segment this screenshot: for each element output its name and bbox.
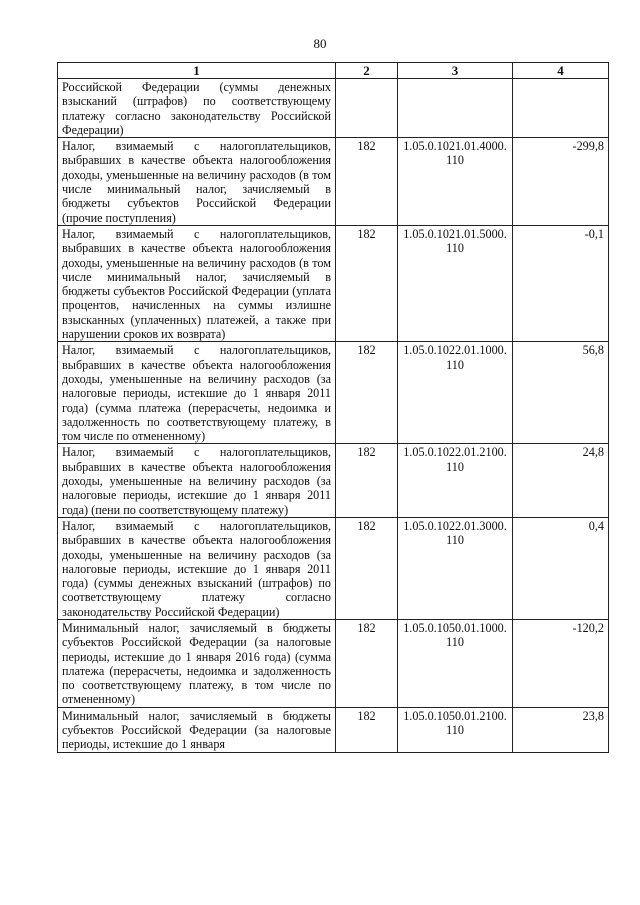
admin-code xyxy=(336,79,398,138)
admin-code: 182 xyxy=(336,444,398,517)
budget-revenue-table xyxy=(57,62,609,753)
table-row xyxy=(58,225,609,341)
budget-classification-code: 1.05.0.1021.01.4000. 110 xyxy=(398,138,513,226)
budget-classification-code: 1.05.0.1022.01.3000. 110 xyxy=(398,517,513,619)
revenue-name: Налог, взимаемый с налогоплательщиков, выбравших в качестве объекта налогообложения доходы, уменьшенные на величину расходов (в том числе минимальный налог, зачисляемый в бюджеты субъектов Российской Федерации (уплата процентов, начисленных на суммы излишне взысканных (уплаченных) платежей, а также при нарушении сроков их возврата) xyxy=(58,225,336,341)
revenue-name: Налог, взимаемый с налогоплательщиков, выбравших в качестве объекта налогообложения доходы, уменьшенные на величину расходов (в том числе минимальный налог, зачисляемый в бюджеты субъектов Российской Федерации (прочие поступления) xyxy=(58,138,336,226)
admin-code: 182 xyxy=(336,619,398,707)
amount: 0,4 xyxy=(513,517,609,619)
revenue-name: Минимальный налог, зачисляемый в бюджеты субъектов Российской Федерации (за налоговые периоды, истекшие до 1 января 2016 года) (сумма платежа (перерасчеты, недоимка и задолженность по соответствующему платежу, в том числе по отмененному) xyxy=(58,619,336,707)
table-row xyxy=(58,342,609,444)
revenue-name: Налог, взимаемый с налогоплательщиков, выбравших в качестве объекта налогообложения доходы, уменьшенные на величину расходов (за налоговые периоды, истекшие до 1 января 2011 года) (пени по соответствующему платежу) xyxy=(58,444,336,517)
amount: -120,2 xyxy=(513,619,609,707)
revenue-name: Минимальный налог, зачисляемый в бюджеты субъектов Российской Федерации (за налоговые периоды, истекшие до 1 января xyxy=(58,707,336,752)
table-row xyxy=(58,517,609,619)
admin-code: 182 xyxy=(336,342,398,444)
budget-classification-code: 1.05.0.1021.01.5000. 110 xyxy=(398,225,513,341)
revenue-name: Российской Федерации (суммы денежных взысканий (штрафов) по соответствующему платежу согласно законодательству Российской Федерации) xyxy=(58,79,336,138)
header-col-4: 4 xyxy=(513,63,609,79)
header-col-1: 1 xyxy=(58,63,336,79)
table-row xyxy=(58,138,609,226)
table-row xyxy=(58,619,609,707)
header-col-3: 3 xyxy=(398,63,513,79)
table-row xyxy=(58,79,609,138)
table-row xyxy=(58,707,609,752)
admin-code: 182 xyxy=(336,517,398,619)
table-header-row xyxy=(58,63,609,79)
budget-classification-code: 1.05.0.1022.01.1000. 110 xyxy=(398,342,513,444)
admin-code: 182 xyxy=(336,707,398,752)
amount: 23,8 xyxy=(513,707,609,752)
admin-code: 182 xyxy=(336,225,398,341)
header-col-2: 2 xyxy=(336,63,398,79)
amount: 56,8 xyxy=(513,342,609,444)
revenue-name: Налог, взимаемый с налогоплательщиков, выбравших в качестве объекта налогообложения доходы, уменьшенные на величину расходов (за налоговые периоды, истекшие до 1 января 2011 года) (сумма платежа (перерасчеты, недоимка и задолженность по соответствующему платежу, в том числе по отмененному) xyxy=(58,342,336,444)
table-row xyxy=(58,444,609,517)
revenue-name: Налог, взимаемый с налогоплательщиков, выбравших в качестве объекта налогообложения доходы, уменьшенные на величину расходов (за налоговые периоды, истекшие до 1 января 2011 года) (суммы денежных взысканий (штрафов) по соответствующему платежу согласно законодательству Российской Федерации) xyxy=(58,517,336,619)
budget-classification-code: 1.05.0.1050.01.2100. 110 xyxy=(398,707,513,752)
amount: 24,8 xyxy=(513,444,609,517)
budget-classification-code xyxy=(398,79,513,138)
budget-classification-code: 1.05.0.1022.01.2100. 110 xyxy=(398,444,513,517)
amount: -0,1 xyxy=(513,225,609,341)
budget-classification-code: 1.05.0.1050.01.1000. 110 xyxy=(398,619,513,707)
admin-code: 182 xyxy=(336,138,398,226)
page-number: 80 xyxy=(313,36,327,51)
amount: -299,8 xyxy=(513,138,609,226)
amount xyxy=(513,79,609,138)
